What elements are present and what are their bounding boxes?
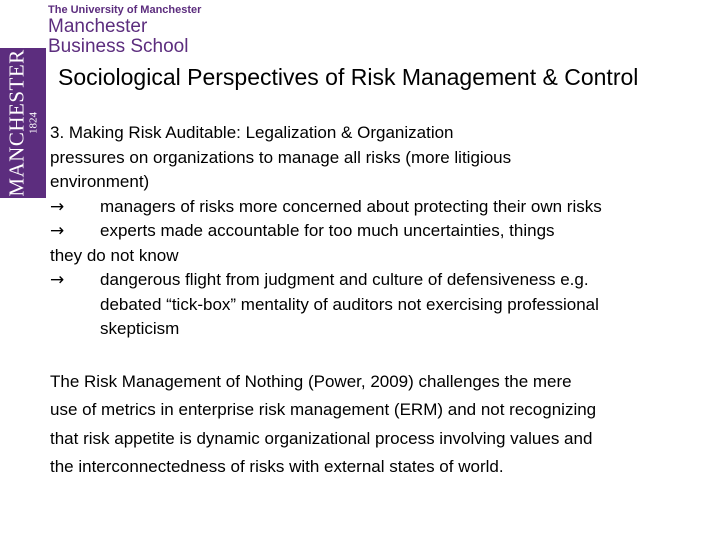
bullet-point (50, 219, 715, 244)
bullet-text: experts made accountable for too much uncertainties, things (100, 221, 555, 240)
slide-title: Sociological Perspectives of Risk Management & Control (58, 64, 639, 90)
arrow-right-icon: → (50, 270, 65, 290)
bullet-point (50, 268, 715, 342)
bullet-text: managers of risks more concerned about protecting their own risks (100, 196, 602, 216)
intro-line: pressures on organizations to manage all risks (more litigious (50, 147, 512, 167)
intro-line: environment) (50, 172, 150, 191)
sidebar-year: 1824 (27, 112, 40, 135)
paragraph-line: use of metrics in enterprise risk management (ERM) and not recognizing (50, 400, 597, 419)
bullet-text: dangerous flight from judgment and culture of defensiveness e.g. (100, 270, 589, 289)
paragraph-line: the interconnectedness of risks with external states of world. (50, 457, 504, 476)
slide-body (50, 121, 715, 482)
continuation-line: they do not know (50, 245, 179, 265)
bullet-text: debated “tick-box” mentality of auditors not exercising professional (100, 294, 599, 314)
bullet-text: skepticism (100, 319, 180, 338)
section-heading: 3. Making Risk Auditable: Legalization & Organization (50, 123, 454, 142)
paragraph-line: The Risk Management of Nothing (Power, 2009) challenges the mere (50, 371, 572, 391)
logo-line-business-school: Business School (48, 36, 189, 57)
conclusion-paragraph (50, 368, 715, 482)
arrow-right-icon: → (50, 196, 65, 217)
bullet-point (50, 195, 715, 220)
paragraph-line: that risk appetite is dynamic organizational process involving values and (50, 428, 593, 448)
arrow-right-icon: → (50, 221, 65, 241)
logo-line-university: The University of Manchester (48, 4, 202, 16)
sidebar-word: MANCHESTER (4, 49, 29, 197)
university-logo (48, 4, 201, 57)
sidebar-logo-text (4, 49, 40, 197)
logo-line-manchester: Manchester (48, 16, 148, 37)
